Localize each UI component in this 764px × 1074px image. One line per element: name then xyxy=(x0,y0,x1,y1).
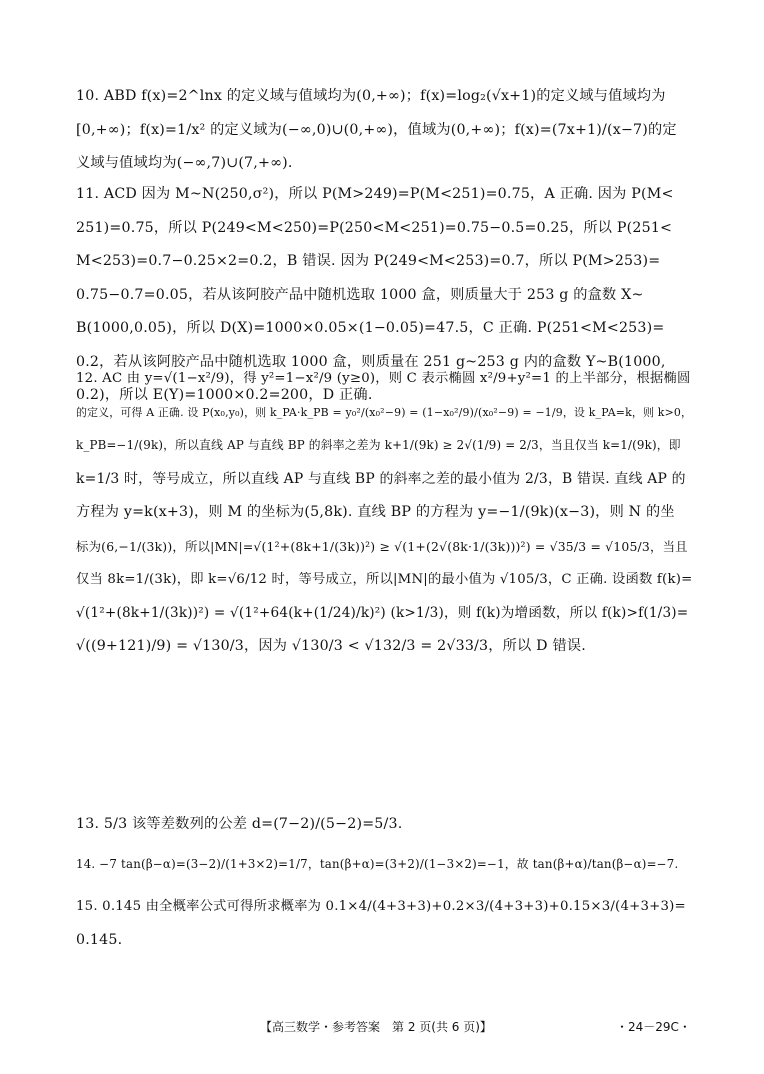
answer-line: k_PB=−1/(9k)，所以直线 AP 与直线 BP 的斜率之差为 k+1/(9k) ≥ 2√(1/9) = 2/3，当且仅当 k=1/(9k)，即 xyxy=(76,438,681,452)
answer-line: 方程为 y=k(x+3)，则 M 的坐标为(5,8k). 直线 BP 的方程为 y=−1/(9k)(x−3)，则 N 的坐 xyxy=(76,504,675,520)
answer-line: √((9+121)/9) = √130/3，因为 √130/3 < √132/3 = 2√33/3，所以 D 错误. xyxy=(76,638,586,654)
answer-line: k=1/3 时，等号成立，所以直线 AP 与直线 BP 的斜率之差的最小值为 2/3，B 错误. 直线 AP 的 xyxy=(76,470,686,487)
answer-line: 0.75−0.7=0.05，若从该阿胶产品中随机选取 1000 盒，则质量大于 253 g 的盒数 X~ xyxy=(76,286,644,303)
answer-item-q10 xyxy=(76,80,692,181)
answer-line: 0.145. xyxy=(76,931,123,948)
answer-line: 的定义，可得 A 正确. 设 P(x₀,y₀)，则 k_PA·k_PB = y₀²/(x₀²−9) = (1−x₀²/9)/(x₀²−9) = −1/9，设 k_PA=k，则 k>0， xyxy=(76,405,692,419)
answer-line: 11. ACD 因为 M~N(250,σ²)，所以 P(M>249)=P(M<251)=0.75，A 正确. 因为 P(M< xyxy=(76,186,674,202)
answer-line: 仅当 8k=1/(3k)，即 k=√6/12 时，等号成立，所以|MN|的最小值为 √105/3，C 正确. 设函数 f(k)= xyxy=(76,572,692,587)
answer-line: 0.2)，所以 E(Y)=1000×0.2=200，D 正确. xyxy=(76,387,373,403)
answer-line: [0,+∞)；f(x)=1/x² 的定义域为(−∞,0)∪(0,+∞)，值域为(0,+∞)；f(x)=(7x+1)/(x−7)的定 xyxy=(76,121,677,138)
answer-line: √(1²+(8k+1/(3k))²) = √(1²+64(k+(1/24)/k)²) (k>1/3)，则 f(k)为增函数，所以 f(k)>f(1/3)= xyxy=(76,604,689,621)
answer-item-q15 xyxy=(76,890,692,957)
answer-line: 10. ABD f(x)=2^lnx 的定义域与值域均为(0,+∞)；f(x)=log₂(√x+1)的定义域与值域均为 xyxy=(76,88,666,104)
answer-line: B(1000,0.05)，所以 D(X)=1000×0.05×(1−0.05)=47.5，C 正确. P(251<M<253)= xyxy=(76,320,665,336)
answer-line: 义域与值域均为(−∞,7)∪(7,+∞). xyxy=(76,155,293,171)
answer-line: 12. AC 由 y=√(1−x²/9)，得 y²=1−x²/9 (y≥0)，则 C 表示椭圆 x²/9+y²=1 的上半部分，根据椭圆 xyxy=(76,371,691,386)
answer-line: M<253)=0.7−0.25×2=0.2，B 错误. 因为 P(249<M<253)=0.7，所以 P(M>253)= xyxy=(76,253,661,269)
answer-line: 标为(6,−1/(3k))，所以|MN|=√(1²+(8k+1/(3k))²) ≥ √(1+(2√(8k·1/(3k)))²) = √35/3 = √105/3，当且 xyxy=(76,538,688,554)
answer-line: 0.2，若从该阿胶产品中随机选取 1000 盒，则质量在 251 g~253 g 内的盒数 Y~B(1000, xyxy=(76,353,666,370)
answer-item-q12 xyxy=(76,362,692,664)
answer-item-q14 xyxy=(76,848,692,882)
answer-line: 14. −7 tan(β−α)=(3−2)/(1+3×2)=1/7，tan(β+α)=(3+2)/(1−3×2)=−1，故 tan(β+α)/tan(β−α)=−7. xyxy=(76,857,679,871)
answer-line: 13. 5/3 该等差数列的公差 d=(7−2)/(5−2)=5/3. xyxy=(76,816,403,832)
answer-line: 251)=0.75，所以 P(249<M<250)=P(250<M<251)=0.75−0.5=0.25，所以 P(251< xyxy=(76,219,673,236)
footer-page-info: 【高三数学・参考答案 第 2 页(共 6 页)】 xyxy=(260,1020,492,1034)
answer-line: 15. 0.145 由全概率公式可得所求概率为 0.1×4/(4+3+3)+0.2×3/(4+3+3)+0.15×3/(4+3+3)= xyxy=(76,899,686,914)
footer-code: ・24－29C・ xyxy=(616,1020,691,1034)
answer-item-q13 xyxy=(76,808,692,842)
